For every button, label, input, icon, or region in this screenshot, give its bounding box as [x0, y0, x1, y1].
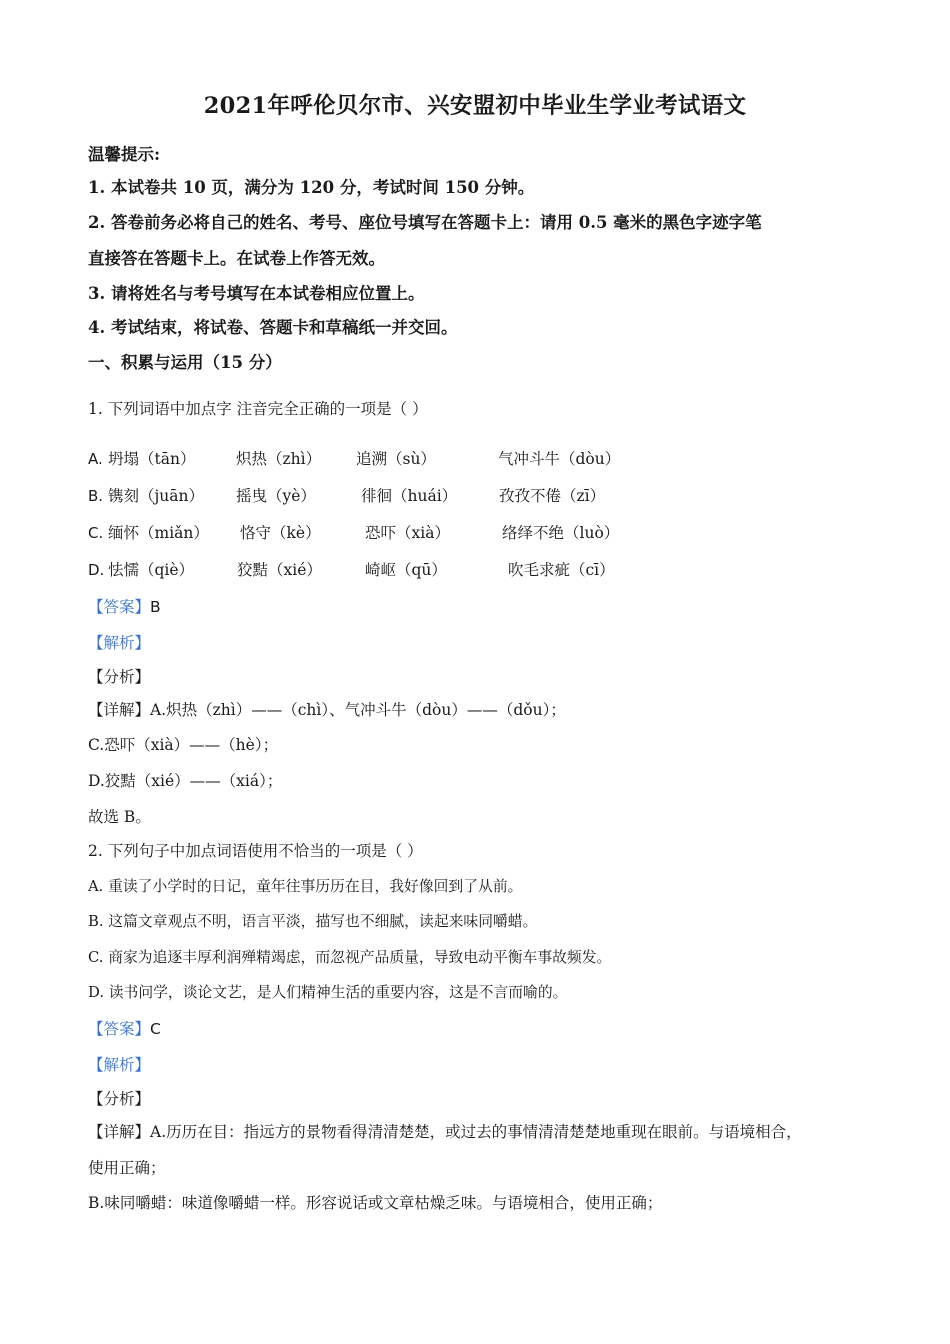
q2-detail-line-3: B.味同嚼蜡：味道像嚼蜡一样。形容说话或文章枯燥乏味。与语境相合，使用正确； [88, 1194, 663, 1212]
tip-item-2-cont: 直接答在答题卡上。在试卷上作答无效。 [88, 249, 385, 268]
option-word: 吹毛求疵（cī） [508, 561, 615, 579]
option-word: 摇曳（yè） [236, 487, 316, 505]
option-word: 孜孜不倦（zī） [499, 487, 606, 505]
option-letter: B. [88, 487, 104, 505]
option-word: 坍塌（tān） [108, 450, 196, 468]
detail-tag: 【详解】 [88, 1123, 151, 1141]
answer-value: B [150, 598, 161, 616]
option-word: 恐吓（xià） [365, 524, 450, 542]
option-word: 炽热（zhì） [236, 450, 322, 468]
answer-value: C [150, 1020, 161, 1038]
q1-conclusion: 故选 B。 [88, 808, 151, 826]
q2-detail-line-2: 使用正确； [88, 1159, 166, 1177]
q1-option-d [88, 559, 888, 581]
q1-analysis-tag: 【解析】 [88, 634, 151, 652]
q1-option-b [88, 485, 888, 507]
q2-detail-line-1 [88, 1121, 802, 1143]
q2-option-c: C. 商家为追逐丰厚利润殚精竭虑，而忽视产品质量，导致电动平衡车事故频发。 [88, 949, 612, 966]
answer-tag: 【答案】 [88, 598, 151, 616]
q1-fenxi: 【分析】 [88, 668, 151, 686]
q2-answer-line [88, 1018, 161, 1040]
option-letter: A. [88, 450, 103, 468]
q1-answer-line [88, 596, 161, 618]
q1-option-c [88, 522, 888, 544]
option-word: 徘徊（huái） [361, 487, 458, 505]
question-2-stem: 2. 下列句子中加点词语使用不恰当的一项是（ ） [88, 842, 423, 860]
tip-item-4: 4. 考试结束，将试卷、答题卡和草稿纸一并交回。 [88, 318, 458, 337]
q2-analysis-tag: 【解析】 [88, 1056, 151, 1074]
q2-option-d: D. 读书问学，谈论文艺，是人们精神生活的重要内容，这是不言而喻的。 [88, 984, 568, 1001]
answer-tag: 【答案】 [88, 1020, 151, 1038]
option-word: 崎岖（qū） [365, 561, 447, 579]
option-word: 络绎不绝（luò） [502, 524, 620, 542]
tip-item-2: 2. 答卷前务必将自己的姓名、考号、座位号填写在答题卡上：请用 0.5 毫米的黑色字迹字笔 [88, 213, 762, 232]
detail-text: A.历历在目：指远方的景物看得清清楚楚，或过去的事情清清楚楚地重现在眼前。与语境相合， [150, 1123, 802, 1141]
q1-detail-line-3: D.狡黠（xié）——（xiá）； [88, 772, 283, 790]
option-word: 狡黠（xié） [237, 561, 322, 579]
q2-option-a: A. 重读了小学时的日记，童年往事历历在目，我好像回到了从前。 [88, 878, 523, 895]
q2-fenxi: 【分析】 [88, 1090, 151, 1108]
option-word: 恪守（kè） [240, 524, 321, 542]
q1-detail-line-1 [88, 699, 566, 721]
option-word: 怯懦（qiè） [108, 561, 195, 579]
page-title: 2021年呼伦贝尔市、兴安盟初中毕业生学业考试语文 [203, 93, 747, 119]
q1-detail-line-2: C.恐吓（xià）——（hè）； [88, 736, 279, 754]
q1-option-a [88, 448, 888, 470]
tips-header: 温馨提示: [88, 145, 161, 164]
option-word: 缅怀（miǎn） [108, 524, 209, 542]
option-letter: D. [88, 561, 105, 579]
option-word: 镌刻（juān） [108, 487, 205, 505]
option-letter: C. [88, 524, 104, 542]
tip-item-1: 1. 本试卷共 10 页，满分为 120 分，考试时间 150 分钟。 [88, 178, 535, 197]
detail-text: A.炽热（zhì）——（chì）、气冲斗牛（dòu）——（dǒu）； [150, 701, 566, 719]
question-1-stem: 1. 下列词语中加点字 注音完全正确的一项是（ ） [88, 400, 428, 418]
section-heading: 一、积累与运用（15 分） [88, 353, 282, 372]
q2-option-b: B. 这篇文章观点不明，语言平淡，描写也不细腻，读起来味同嚼蜡。 [88, 913, 538, 930]
option-word: 气冲斗牛（dòu） [498, 450, 621, 468]
option-word: 追溯（sù） [356, 450, 436, 468]
detail-tag: 【详解】 [88, 701, 151, 719]
tip-item-3: 3. 请将姓名与考号填写在本试卷相应位置上。 [88, 284, 425, 303]
